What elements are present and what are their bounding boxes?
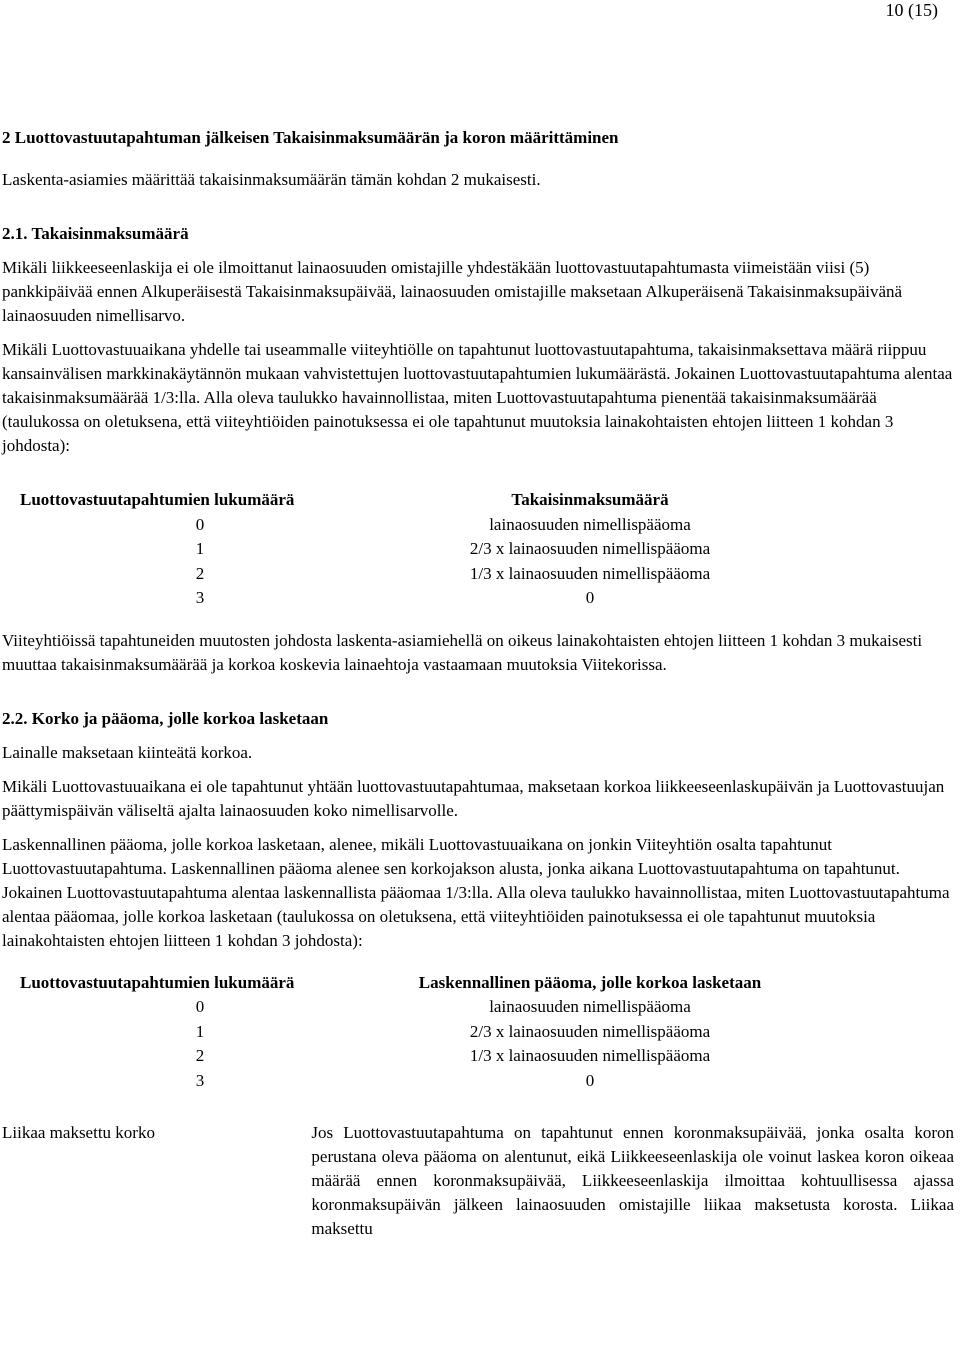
table-cell-count: 0 bbox=[195, 514, 205, 534]
definition-term: Liikaa maksettu korko bbox=[2, 1123, 155, 1142]
section-2-1-paragraph-1: Mikäli liikkeeseenlaskija ei ole ilmoittanut lainaosuuden omistajille yhdestäkään luottovastuutapahtumasta viimeistään viisi (5) pankkipäivää ennen Alkuperäisestä Takaisinmaksupäivää, lainaosuuden omistajille maksetaan Alkuperäisenä Takaisinmaksupäivänä lainaosuuden nimellisarvo. bbox=[2, 258, 903, 325]
section-2-heading: 2 Luottovastuutapahtuman jälkeisen Takaisinmaksumäärän ja koron määrittäminen bbox=[2, 128, 619, 147]
page-number: 10 (15) bbox=[885, 0, 938, 20]
table-cell-principal: lainaosuuden nimellispääoma bbox=[489, 997, 691, 1016]
section-2-2-paragraph-2: Mikäli Luottovastuuaikana ei ole tapahtunut yhtään luottovastuutapahtumaa, maksetaan korkoa liikkeeseenlaskupäivän ja Luottovastuujan päättymispäivän väliseltä ajalta lainaosuuden koko nimellisarvolle. bbox=[2, 776, 945, 820]
table-cell-principal: 2/3 x lainaosuuden nimellispääoma bbox=[469, 1021, 711, 1041]
table-cell-count: 0 bbox=[195, 997, 205, 1016]
table-row bbox=[20, 513, 770, 538]
document-body bbox=[2, 126, 954, 1241]
table-cell-count: 3 bbox=[195, 588, 205, 607]
table-header-count: Luottovastuutapahtumien lukumäärä bbox=[20, 972, 295, 992]
table-cell-count: 1 bbox=[195, 1021, 205, 1041]
table-cell-count: 1 bbox=[195, 539, 205, 558]
table-row bbox=[20, 1069, 770, 1094]
section-2-1-heading: 2.1. Takaisinmaksumäärä bbox=[2, 224, 189, 243]
table-cell-count: 2 bbox=[195, 1046, 205, 1065]
table-row bbox=[20, 537, 770, 562]
section-2-intro: Laskenta-asiamies määrittää takaisinmaksumäärän tämän kohdan 2 mukaisesti. bbox=[2, 170, 541, 189]
table-header-amount: Takaisinmaksumäärä bbox=[511, 490, 669, 509]
table-cell-count: 3 bbox=[195, 1070, 205, 1090]
table-cell-amount: 0 bbox=[585, 588, 595, 607]
table-row bbox=[20, 1044, 770, 1069]
table-header-row bbox=[20, 971, 770, 996]
table-cell-principal: 1/3 x lainaosuuden nimellispääoma bbox=[469, 1046, 711, 1065]
repayment-table bbox=[20, 488, 770, 611]
definition-text: Jos Luottovastuutapahtuma on tapahtunut ennen koronmaksupäivää, jonka osalta koron perustana oleva pääoma on alentunut, eikä Liikkeeseenlaskija ole voinut laskea koron oikeaa määrää ennen koronmaksupäivää, Liikkeeseenlaskija ilmoittaa kohtuullisessa ajassa koronmaksupäivän jälkeen lainaosuuden omistajille liikaa maksetusta korosta. Liikaa maksettu bbox=[311, 1123, 954, 1238]
section-2-2-heading: 2.2. Korko ja pääoma, jolle korkoa lasketaan bbox=[2, 708, 329, 728]
section-2-1-paragraph-2: Mikäli Luottovastuuaikana yhdelle tai useammalle viiteyhtiölle on tapahtunut luottovastuutapahtuma, takaisinmaksettava määrä riippuu kansainvälisen markkinakäytännön mukaan vahvistettujen luottovastuutapahtumien lukumäärästä. Jokainen Luottovastuutapahtuma alentaa takaisinmaksumäärää 1/3:lla. Alla oleva taulukko havainnollistaa, miten Luottovastuutapahtuma pienentää takaisinmaksumäärää (taulukossa on oletuksena, että viiteyhtiöiden painotuksessa ei ole tapahtunut muutoksia lainakohtaisten ehtojen liitteen 1 kohdan 3 johdosta): bbox=[2, 340, 953, 455]
interest-principal-table bbox=[20, 971, 770, 1094]
table-cell-principal: 0 bbox=[585, 1070, 595, 1090]
table-row bbox=[20, 562, 770, 587]
table-header-row bbox=[20, 488, 770, 513]
section-2-2-paragraph-1: Lainalle maksetaan kiinteätä korkoa. bbox=[2, 742, 253, 762]
definition-row bbox=[2, 1121, 954, 1241]
table-row bbox=[20, 586, 770, 611]
table-row bbox=[20, 1020, 770, 1045]
table-cell-amount: lainaosuuden nimellispääoma bbox=[489, 514, 691, 534]
table-header-count: Luottovastuutapahtumien lukumäärä bbox=[20, 490, 295, 509]
table-cell-amount: 1/3 x lainaosuuden nimellispääoma bbox=[469, 563, 711, 583]
table-header-principal: Laskennallinen pääoma, jolle korkoa lasketaan bbox=[418, 972, 762, 992]
table-row bbox=[20, 995, 770, 1020]
section-2-1-paragraph-3: Viiteyhtiöissä tapahtuneiden muutosten johdosta laskenta-asiamiehellä on oikeus lainakohtaisten ehtojen liitteen 1 kohdan 3 mukaisesti muuttaa takaisinmaksumäärää ja korkoa koskevia lainaehtoja vastaamaan muutoksia Viitekorissa. bbox=[2, 630, 923, 674]
table-cell-amount: 2/3 x lainaosuuden nimellispääoma bbox=[469, 539, 711, 558]
table-cell-count: 2 bbox=[195, 563, 205, 583]
section-2-2-paragraph-3: Laskennallinen pääoma, jolle korkoa lasketaan, alenee, mikäli Luottovastuuaikana on jonkin Viiteyhtiön osalta tapahtunut Luottovastuutapahtuma. Laskennallinen pääoma alenee sen korkojakson alusta, jonka aikana Luottovastuutapahtuma on tapahtunut. Jokainen Luottovastuutapahtuma alentaa laskennallista pääomaa 1/3:lla. Alla oleva taulukko havainnollistaa, miten Luottovastuutapahtuma alentaa pääomaa, jolle korkoa lasketaan (taulukossa on oletuksena, että viiteyhtiöiden painotuksessa ei ole tapahtunut muutoksia lainakohtaisten ehtojen liitteen 1 kohdan 3 johdosta): bbox=[2, 834, 950, 950]
